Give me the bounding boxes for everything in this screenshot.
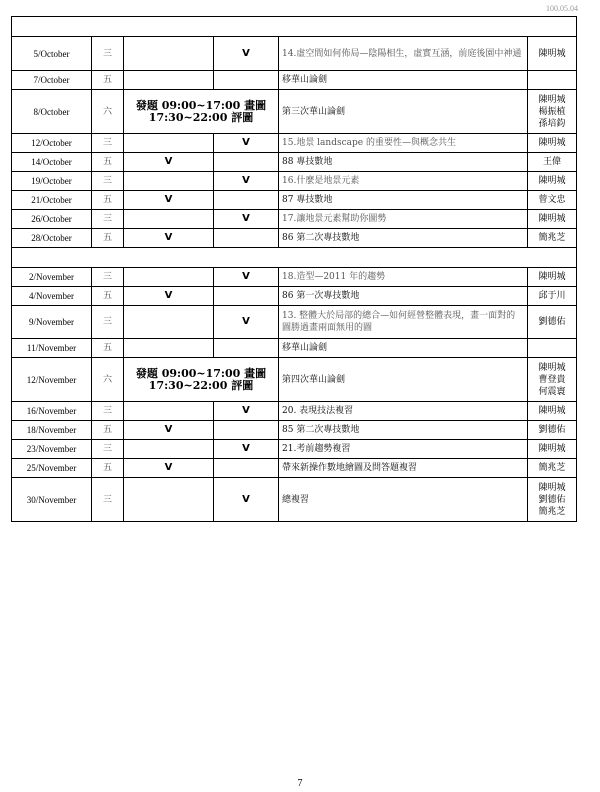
lecture-check-cell bbox=[214, 153, 279, 172]
teacher-name: 陳明城 bbox=[538, 444, 566, 454]
lecture-check-cell bbox=[214, 172, 279, 191]
date-cell: 19/October bbox=[12, 172, 92, 191]
teacher-name: 陳明城 bbox=[538, 482, 566, 493]
teacher-name: 陳明城 bbox=[538, 406, 566, 416]
teacher-name: 簡兆芝 bbox=[538, 506, 566, 517]
teacher-cell bbox=[528, 358, 577, 402]
practice-check-cell bbox=[124, 191, 214, 210]
topic-cell: 86 第一次專技數地 bbox=[279, 287, 528, 306]
teacher-cell bbox=[528, 440, 577, 459]
topic-cell: 16.什麼是地景元素 bbox=[279, 172, 528, 191]
topic-cell: 17.讓地景元素幫助你圖勢 bbox=[279, 210, 528, 229]
teacher-name: 曾文忠 bbox=[538, 195, 566, 205]
blank-row bbox=[12, 248, 577, 268]
weekday-cell: 三 bbox=[92, 306, 124, 339]
schedule-row bbox=[12, 229, 577, 248]
schedule-row bbox=[12, 339, 577, 358]
schedule-row bbox=[12, 287, 577, 306]
topic-cell: 86 第二次專技數地 bbox=[279, 229, 528, 248]
weekday-cell: 五 bbox=[92, 339, 124, 358]
teacher-cell bbox=[528, 402, 577, 421]
weekday-cell: 五 bbox=[92, 421, 124, 440]
practice-check-cell bbox=[124, 440, 214, 459]
check-mark-icon: V bbox=[164, 194, 173, 205]
date-cell: 25/November bbox=[12, 459, 92, 478]
practice-check-cell bbox=[124, 421, 214, 440]
teacher-name: 陳明城 bbox=[538, 48, 566, 59]
weekday-cell: 五 bbox=[92, 191, 124, 210]
teacher-cell bbox=[528, 339, 577, 358]
schedule-row bbox=[12, 421, 577, 440]
topic-cell: 18.造型—2011 年的趨勢 bbox=[279, 268, 528, 287]
teacher-name: 簡兆芝 bbox=[538, 463, 566, 473]
weekday-cell: 六 bbox=[92, 90, 124, 134]
date-cell: 5/October bbox=[12, 37, 92, 71]
teacher-name: 孫培鈞 bbox=[538, 118, 566, 129]
check-mark-icon: V bbox=[242, 405, 250, 416]
weekday-cell: 六 bbox=[92, 358, 124, 402]
schedule-row bbox=[12, 306, 577, 339]
blank-row bbox=[12, 17, 577, 37]
schedule-row bbox=[12, 268, 577, 287]
topic-cell: 14.虛空間如何佈局—陰陽相生，虛實互涵，前庭後園中神通 bbox=[279, 37, 528, 71]
topic-cell: 85 第二次專技數地 bbox=[279, 421, 528, 440]
date-cell: 11/November bbox=[12, 339, 92, 358]
date-cell: 7/October bbox=[12, 71, 92, 90]
topic-cell: 88 專技數地 bbox=[279, 153, 528, 172]
lecture-check-cell bbox=[214, 229, 279, 248]
check-mark-icon: V bbox=[164, 156, 173, 167]
weekday-cell: 五 bbox=[92, 459, 124, 478]
teacher-cell bbox=[528, 90, 577, 134]
teacher-cell bbox=[528, 421, 577, 440]
teacher-cell bbox=[528, 37, 577, 71]
lecture-check-cell bbox=[214, 268, 279, 287]
weekday-cell: 五 bbox=[92, 153, 124, 172]
session-time-line: 發題 09:00~17:00 畫圖 bbox=[135, 98, 267, 112]
date-cell: 14/October bbox=[12, 153, 92, 172]
practice-check-cell bbox=[124, 71, 214, 90]
schedule-row bbox=[12, 459, 577, 478]
schedule-row bbox=[12, 358, 577, 402]
teacher-cell bbox=[528, 134, 577, 153]
schedule-table bbox=[11, 16, 577, 522]
practice-check-cell bbox=[124, 172, 214, 191]
schedule-row bbox=[12, 172, 577, 191]
lecture-check-cell bbox=[214, 306, 279, 339]
lecture-check-cell bbox=[214, 191, 279, 210]
teacher-cell bbox=[528, 191, 577, 210]
date-cell: 28/October bbox=[12, 229, 92, 248]
practice-check-cell bbox=[124, 134, 214, 153]
schedule-row bbox=[12, 402, 577, 421]
practice-check-cell bbox=[124, 459, 214, 478]
topic-cell: 移華山論劍 bbox=[279, 71, 528, 90]
check-mark-icon: V bbox=[242, 316, 250, 327]
lecture-check-cell bbox=[214, 339, 279, 358]
check-mark-icon: V bbox=[242, 213, 250, 224]
teacher-name: 邱于川 bbox=[538, 291, 566, 301]
date-cell: 2/November bbox=[12, 268, 92, 287]
lecture-check-cell bbox=[214, 71, 279, 90]
session-time-cell bbox=[124, 90, 279, 134]
weekday-cell: 五 bbox=[92, 287, 124, 306]
teacher-name: 陳明城 bbox=[538, 94, 566, 105]
date-cell: 21/October bbox=[12, 191, 92, 210]
teacher-cell bbox=[528, 306, 577, 339]
date-cell: 8/October bbox=[12, 90, 92, 134]
topic-cell: 移華山論劍 bbox=[279, 339, 528, 358]
lecture-check-cell bbox=[214, 402, 279, 421]
schedule-row bbox=[12, 440, 577, 459]
lecture-check-cell bbox=[214, 210, 279, 229]
lecture-check-cell bbox=[214, 134, 279, 153]
lecture-check-cell bbox=[214, 440, 279, 459]
practice-check-cell bbox=[124, 210, 214, 229]
lecture-check-cell bbox=[214, 37, 279, 71]
check-mark-icon: V bbox=[242, 443, 250, 454]
version-stamp: 100.05.04 bbox=[546, 4, 578, 13]
topic-cell: 第三次華山論劍 bbox=[279, 90, 528, 134]
teacher-name: 楊振植 bbox=[538, 106, 566, 117]
date-cell: 30/November bbox=[12, 478, 92, 522]
teacher-name: 陳明城 bbox=[538, 272, 566, 282]
check-mark-icon: V bbox=[242, 271, 250, 282]
weekday-cell: 三 bbox=[92, 440, 124, 459]
session-time-line: 17:30~22:00 評圖 bbox=[148, 378, 254, 392]
check-mark-icon: V bbox=[164, 232, 173, 243]
practice-check-cell bbox=[124, 478, 214, 522]
schedule-row bbox=[12, 37, 577, 71]
date-cell: 12/October bbox=[12, 134, 92, 153]
teacher-name: 陳明城 bbox=[538, 214, 566, 224]
weekday-cell: 三 bbox=[92, 134, 124, 153]
schedule-row bbox=[12, 134, 577, 153]
schedule-row bbox=[12, 71, 577, 90]
teacher-name: 陳明城 bbox=[538, 362, 566, 373]
check-mark-icon: V bbox=[164, 424, 173, 435]
session-time-cell bbox=[124, 358, 279, 402]
lecture-check-cell bbox=[214, 421, 279, 440]
schedule-row bbox=[12, 210, 577, 229]
check-mark-icon: V bbox=[242, 493, 250, 505]
topic-cell: 13. 整體大於局部的總合—如何經營整體表現，畫一面對的圖勝過畫兩面無用的圖 bbox=[279, 306, 528, 339]
weekday-cell: 五 bbox=[92, 71, 124, 90]
weekday-cell: 三 bbox=[92, 37, 124, 71]
teacher-name: 陳明城 bbox=[538, 138, 566, 148]
teacher-name: 劉德佑 bbox=[538, 494, 566, 505]
topic-cell: 15.地景 landscape 的重要性—與概念共生 bbox=[279, 134, 528, 153]
schedule-row bbox=[12, 153, 577, 172]
date-cell: 18/November bbox=[12, 421, 92, 440]
topic-cell: 20. 表現技法複習 bbox=[279, 402, 528, 421]
check-mark-icon: V bbox=[242, 137, 250, 148]
practice-check-cell bbox=[124, 306, 214, 339]
practice-check-cell bbox=[124, 268, 214, 287]
weekday-cell: 三 bbox=[92, 172, 124, 191]
page-number: 7 bbox=[297, 778, 303, 789]
practice-check-cell bbox=[124, 287, 214, 306]
blank-cell bbox=[12, 17, 577, 37]
topic-cell: 第四次華山論劍 bbox=[279, 358, 528, 402]
teacher-cell bbox=[528, 287, 577, 306]
topic-cell: 21.考前趨勢複習 bbox=[279, 440, 528, 459]
teacher-name: 曹登貴 bbox=[538, 374, 566, 385]
teacher-name: 劉德佑 bbox=[538, 317, 566, 327]
date-cell: 26/October bbox=[12, 210, 92, 229]
teacher-name: 何震寰 bbox=[538, 386, 566, 397]
blank-cell bbox=[12, 248, 577, 268]
schedule-row bbox=[12, 478, 577, 522]
weekday-cell: 三 bbox=[92, 210, 124, 229]
teacher-name: 劉德佑 bbox=[538, 425, 566, 435]
teacher-cell bbox=[528, 172, 577, 191]
date-cell: 16/November bbox=[12, 402, 92, 421]
schedule-row bbox=[12, 191, 577, 210]
weekday-cell: 五 bbox=[92, 229, 124, 248]
date-cell: 9/November bbox=[12, 306, 92, 339]
teacher-name: 王偉 bbox=[543, 157, 562, 167]
teacher-cell bbox=[528, 268, 577, 287]
session-time-line: 發題 09:00~17:00 畫圖 bbox=[135, 366, 267, 380]
practice-check-cell bbox=[124, 402, 214, 421]
topic-cell: 總複習 bbox=[279, 478, 528, 522]
date-cell: 12/November bbox=[12, 358, 92, 402]
schedule-body bbox=[12, 17, 577, 522]
lecture-check-cell bbox=[214, 287, 279, 306]
topic-cell: 帶來新操作數地繪圖及問答題複習 bbox=[279, 459, 528, 478]
teacher-cell bbox=[528, 459, 577, 478]
check-mark-icon: V bbox=[164, 462, 173, 473]
session-time-line: 17:30~22:00 評圖 bbox=[148, 110, 254, 124]
teacher-name: 陳明城 bbox=[538, 176, 566, 186]
weekday-cell: 三 bbox=[92, 402, 124, 421]
practice-check-cell bbox=[124, 37, 214, 71]
teacher-cell bbox=[528, 153, 577, 172]
teacher-name: 簡兆芝 bbox=[538, 233, 566, 243]
weekday-cell: 三 bbox=[92, 268, 124, 287]
lecture-check-cell bbox=[214, 478, 279, 522]
weekday-cell: 三 bbox=[92, 478, 124, 522]
practice-check-cell bbox=[124, 229, 214, 248]
check-mark-icon: V bbox=[164, 290, 173, 301]
teacher-cell bbox=[528, 229, 577, 248]
schedule-row bbox=[12, 90, 577, 134]
date-cell: 23/November bbox=[12, 440, 92, 459]
teacher-cell bbox=[528, 478, 577, 522]
date-cell: 4/November bbox=[12, 287, 92, 306]
teacher-cell bbox=[528, 71, 577, 90]
practice-check-cell bbox=[124, 153, 214, 172]
topic-cell: 87 專技數地 bbox=[279, 191, 528, 210]
check-mark-icon: V bbox=[242, 47, 250, 59]
check-mark-icon: V bbox=[242, 175, 250, 186]
teacher-cell bbox=[528, 210, 577, 229]
practice-check-cell bbox=[124, 339, 214, 358]
lecture-check-cell bbox=[214, 459, 279, 478]
